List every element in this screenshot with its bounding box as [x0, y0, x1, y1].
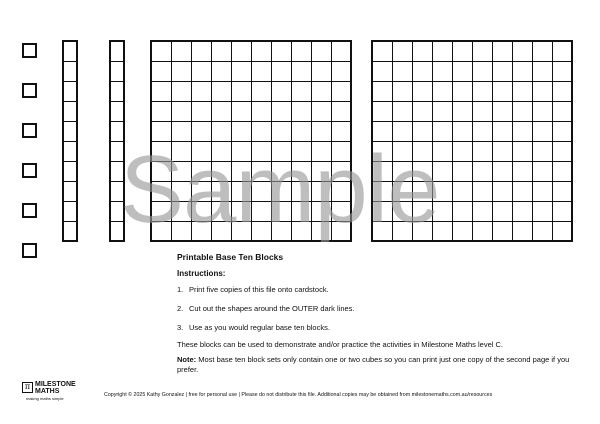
logo-tagline: making maths simple	[26, 396, 64, 401]
instruction-step	[177, 304, 355, 323]
step-text: Use as you would regular base ten blocks.	[189, 323, 330, 332]
document-title: Printable Base Ten Blocks	[177, 252, 284, 262]
instruction-step	[177, 285, 355, 304]
unit-cube	[22, 163, 37, 178]
step-text: Cut out the shapes around the OUTER dark lines.	[189, 304, 355, 313]
ten-rod	[62, 40, 78, 242]
unit-cube	[22, 243, 37, 258]
hundred-flat	[371, 40, 573, 242]
instructions-label: Instructions:	[177, 269, 226, 278]
step-text: Print five copies of this file onto cardstock.	[189, 285, 329, 294]
logo-line2: MATHS	[35, 388, 60, 395]
step-number: 3.	[177, 323, 184, 332]
unit-cube	[22, 83, 37, 98]
unit-cube	[22, 43, 37, 58]
step-number: 1.	[177, 285, 184, 294]
copyright-notice: Copyright © 2025 Kathy Gonzalez | free for personal use | Please do not distribute this file. Additional copies may be obtained from milestonemaths.com.au/resources	[104, 392, 493, 398]
instruction-list	[177, 285, 355, 342]
usage-paragraph: These blocks can be used to demonstrate and/or practice the activities in Milestone Maths level C.	[177, 340, 503, 349]
sample-watermark: Sample	[120, 136, 440, 243]
step-number: 2.	[177, 304, 184, 313]
ten-rod	[109, 40, 125, 242]
note-paragraph	[177, 355, 577, 374]
hundred-flat	[150, 40, 352, 242]
note-text: Most base ten block sets only contain one or two cubes so you can print just one copy of the second page if you prefer.	[177, 355, 570, 374]
logo-line1: MILESTONE	[35, 381, 76, 388]
pi-icon: π	[22, 382, 33, 393]
unit-cube	[22, 123, 37, 138]
milestone-maths-logo	[22, 381, 102, 403]
unit-cube	[22, 203, 37, 218]
note-label: Note:	[177, 355, 197, 364]
